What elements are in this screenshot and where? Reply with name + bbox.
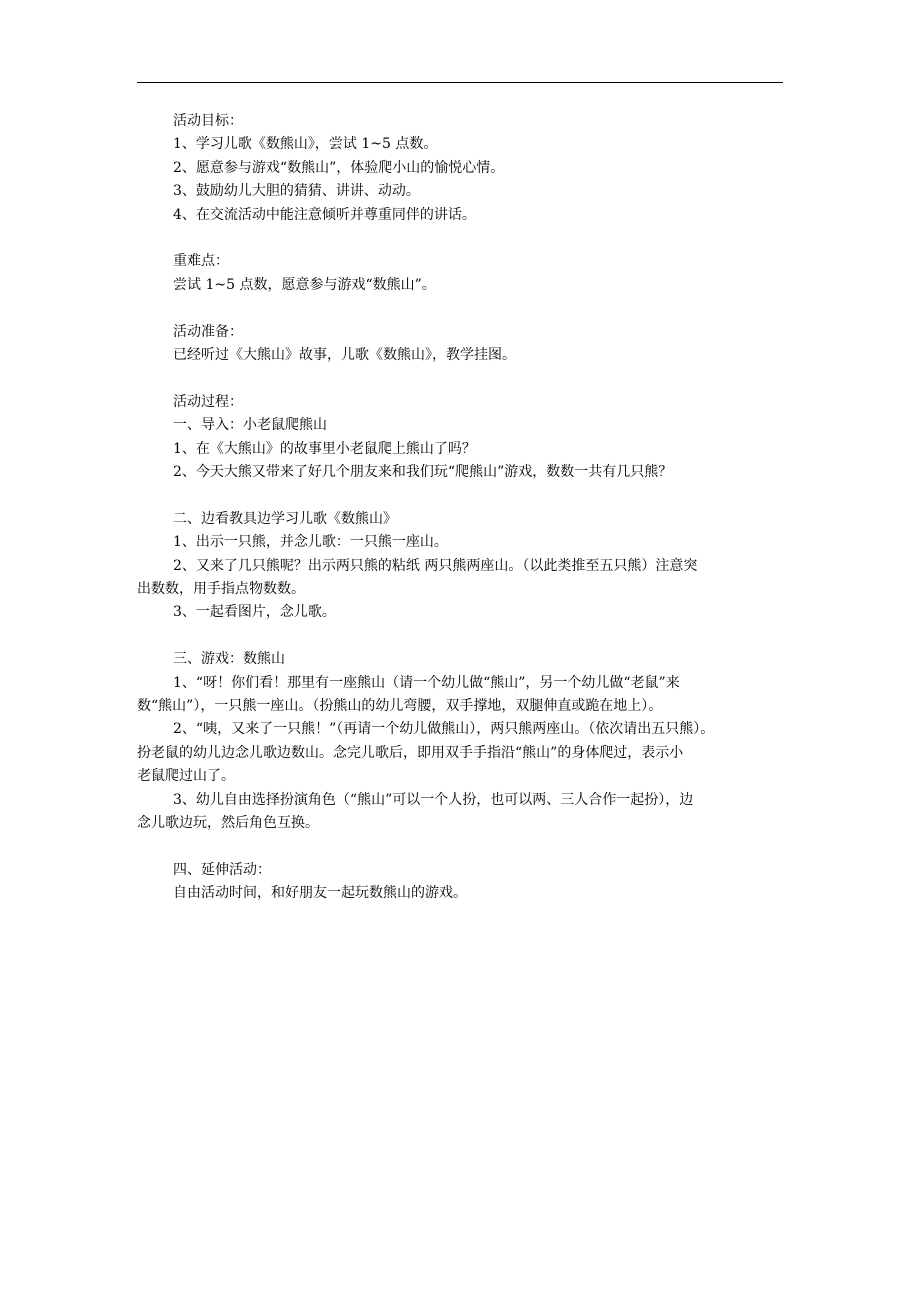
- goal-item: 3、鼓励幼儿大胆的猜猜、讲讲、动动。: [173, 183, 420, 200]
- part2-item: 2、又来了几只熊呢？出示两只熊的粘纸 两只熊两座山。（以此类推至五只熊）注意突: [173, 557, 698, 574]
- goal-item: 4、在交流活动中能注意倾听并尊重同伴的讲话。: [173, 206, 476, 223]
- section-gap: [137, 625, 785, 648]
- key-points-heading: 重难点：: [173, 253, 229, 270]
- part3-item: 1、“呀！你们看！那里有一座熊山（请一个幼儿做“熊山”，另一个幼儿做“老鼠”来: [173, 674, 680, 691]
- section-gap: [137, 484, 785, 507]
- part3-item: 3、幼儿自由选择扮演角色（“熊山”可以一个人扮，也可以两、三人合作一起扮），边: [173, 791, 694, 808]
- section-gap: [137, 367, 785, 390]
- part4-text: 自由活动时间，和好朋友一起玩数熊山的游戏。: [173, 885, 467, 902]
- part3-item: 2、“咦，又来了一只熊！”（再请一个幼儿做熊山），两只熊两座山。（依次请出五只熊）。: [173, 721, 715, 738]
- part4-title: 四、延伸活动：: [173, 861, 271, 878]
- goals-heading: 活动目标：: [173, 113, 243, 129]
- header-rule: [137, 82, 783, 83]
- part2-title: 二、边看教具边学习儿歌《数熊山》: [173, 510, 397, 527]
- part2-item: 3、一起看图片，念儿歌。: [173, 604, 336, 621]
- part3-item-continued: 老鼠爬过山了。: [137, 768, 235, 785]
- section-gap: [137, 297, 785, 320]
- process-section: [137, 391, 785, 906]
- part1-item: 2、今天大熊又带来了好几个朋友来和我们玩“爬熊山”游戏，数数一共有几只熊？: [173, 464, 673, 481]
- process-heading: 活动过程：: [173, 393, 243, 410]
- goal-item: 1、学习儿歌《数熊山》，尝试 1~5 点数。: [173, 136, 438, 153]
- section-gap: [137, 836, 785, 859]
- part2-item: 1、出示一只熊，并念儿歌：一只熊一座山。: [173, 534, 448, 551]
- part2-item-continued: 出数数，用手指点物数数。: [137, 581, 305, 598]
- preparation-section: [137, 321, 785, 368]
- key-points-text: 尝试 1~5 点数，愿意参与游戏“数熊山”。: [173, 276, 436, 293]
- part1-item: 1、在《大熊山》的故事里小老鼠爬上熊山了吗？: [173, 440, 476, 457]
- lesson-plan-document: [137, 110, 785, 906]
- part3-item-continued: 数“熊山”），一只熊一座山。（扮熊山的幼儿弯腰，双手撑地，双腿伸直或跪在地上）。: [137, 698, 663, 715]
- goal-item: 2、愿意参与游戏“数熊山”，体验爬小山的愉悦心情。: [173, 159, 505, 176]
- part3-item-continued: 念儿歌边玩，然后角色互换。: [137, 815, 319, 832]
- preparation-text: 已经听过《大熊山》故事，儿歌《数熊山》，教学挂图。: [173, 347, 516, 364]
- key-points-section: [137, 250, 785, 297]
- part1-title: 一、导入：小老鼠爬熊山: [173, 417, 327, 434]
- part3-title: 三、游戏：数熊山: [173, 651, 285, 668]
- part3-item-continued: 扮老鼠的幼儿边念儿歌边数山。念完儿歌后，即用双手手指沿“熊山”的身体爬过，表示小: [137, 744, 684, 761]
- goals-section: [137, 110, 785, 227]
- preparation-heading: 活动准备：: [173, 323, 243, 340]
- section-gap: [137, 227, 785, 250]
